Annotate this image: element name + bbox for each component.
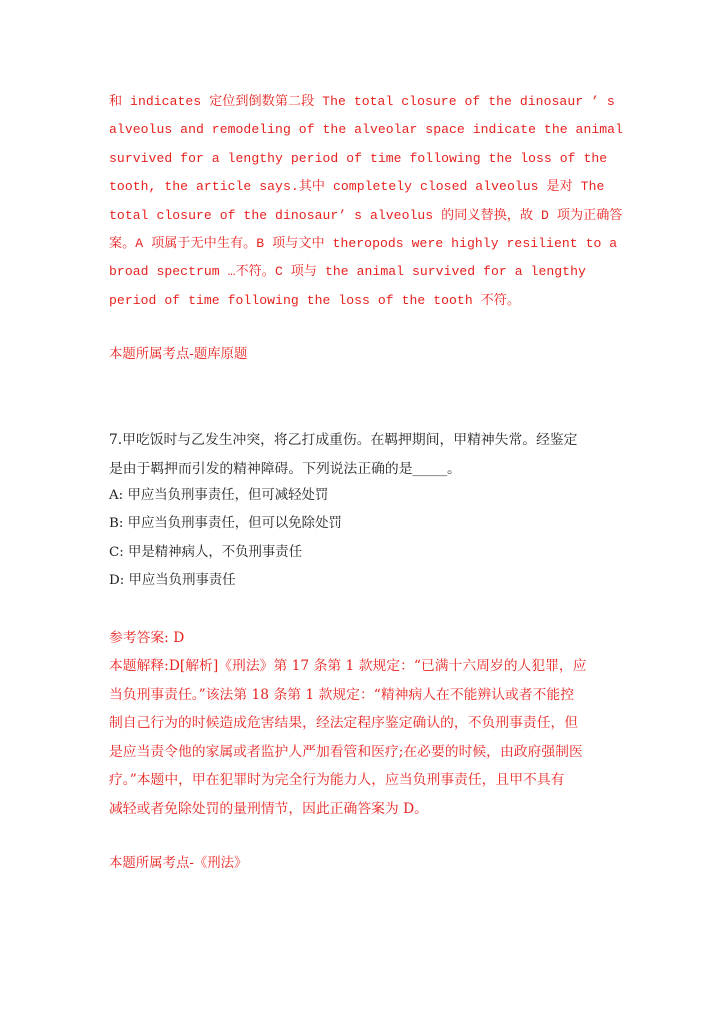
option-b: B: 甲应当负刑事责任，但可以免除处罚	[109, 516, 342, 532]
option-a: A: 甲应当负刑事责任，但可减轻处罚	[109, 488, 329, 503]
analysis-line: 减轻或者免除处罚的量刑情节，因此正确答案为 D。	[109, 800, 428, 817]
explanation-line: 和 indicates 定位到倒数第二段 The total closure of the dinosaur ’ s	[109, 94, 615, 109]
reference-answer: 参考答案: D	[109, 630, 185, 646]
analysis-line: 制自己行为的时候造成危害结果，经法定程序鉴定确认的，不负刑事责任，但	[109, 715, 579, 731]
explanation-line: alveolus and remodeling of the alveolar space indicate the animal	[109, 122, 623, 138]
explanation-line: survived for a lengthy period of time following the loss of the	[109, 150, 608, 166]
explanation-line: broad spectrum …不符。C 项与 the animal survived for a lengthy	[109, 264, 586, 280]
answer-analysis	[109, 652, 629, 823]
explanation-line: tooth, the article says.其中 completely closed alveolus 是对 The	[109, 179, 605, 195]
explanation-line: total closure of the dinosaur’ s alveolus 的同义替换，故 D 项为正确答	[109, 207, 623, 223]
knowledge-point-2: 本题所属考点-《刑法》	[109, 856, 248, 871]
option-d: D: 甲应当负刑事责任	[109, 572, 236, 588]
explanation-line: period of time following the loss of the tooth 不符。	[109, 292, 521, 308]
question-7-stem	[109, 426, 629, 483]
question-7-options	[109, 482, 609, 595]
question-line: 是由于羁押而引发的精神障碍。下列说法正确的是_____。	[109, 460, 461, 477]
option-c: C: 甲是精神病人，不负刑事责任	[109, 544, 303, 560]
question-line: 7.甲吃饭时与乙发生冲突，将乙打成重伤。在羁押期间，甲精神失常。经鉴定	[109, 432, 578, 448]
previous-answer-explanation	[109, 88, 623, 315]
explanation-line: 案。A 项属于无中生有。B 项与文中 theropods were highly resilient to a	[109, 236, 618, 252]
analysis-line: 疗。”本题中，甲在犯罪时为完全行为能力人，应当负刑事责任，且甲不具有	[109, 772, 565, 788]
analysis-line: 当负刑事责任。”该法第 18 条第 1 款规定：“精神病人在不能辨认或者不能控	[109, 686, 574, 703]
analysis-line: 本题解释:D[解析]《刑法》第 17 条第 1 款规定：“已满十六周岁的人犯罪，应	[109, 658, 587, 674]
analysis-line: 是应当责令他的家属或者监护人严加看管和医疗;在必要的时候，由政府强制医	[109, 743, 583, 760]
knowledge-point-1: 本题所属考点-题库原题	[109, 347, 248, 362]
